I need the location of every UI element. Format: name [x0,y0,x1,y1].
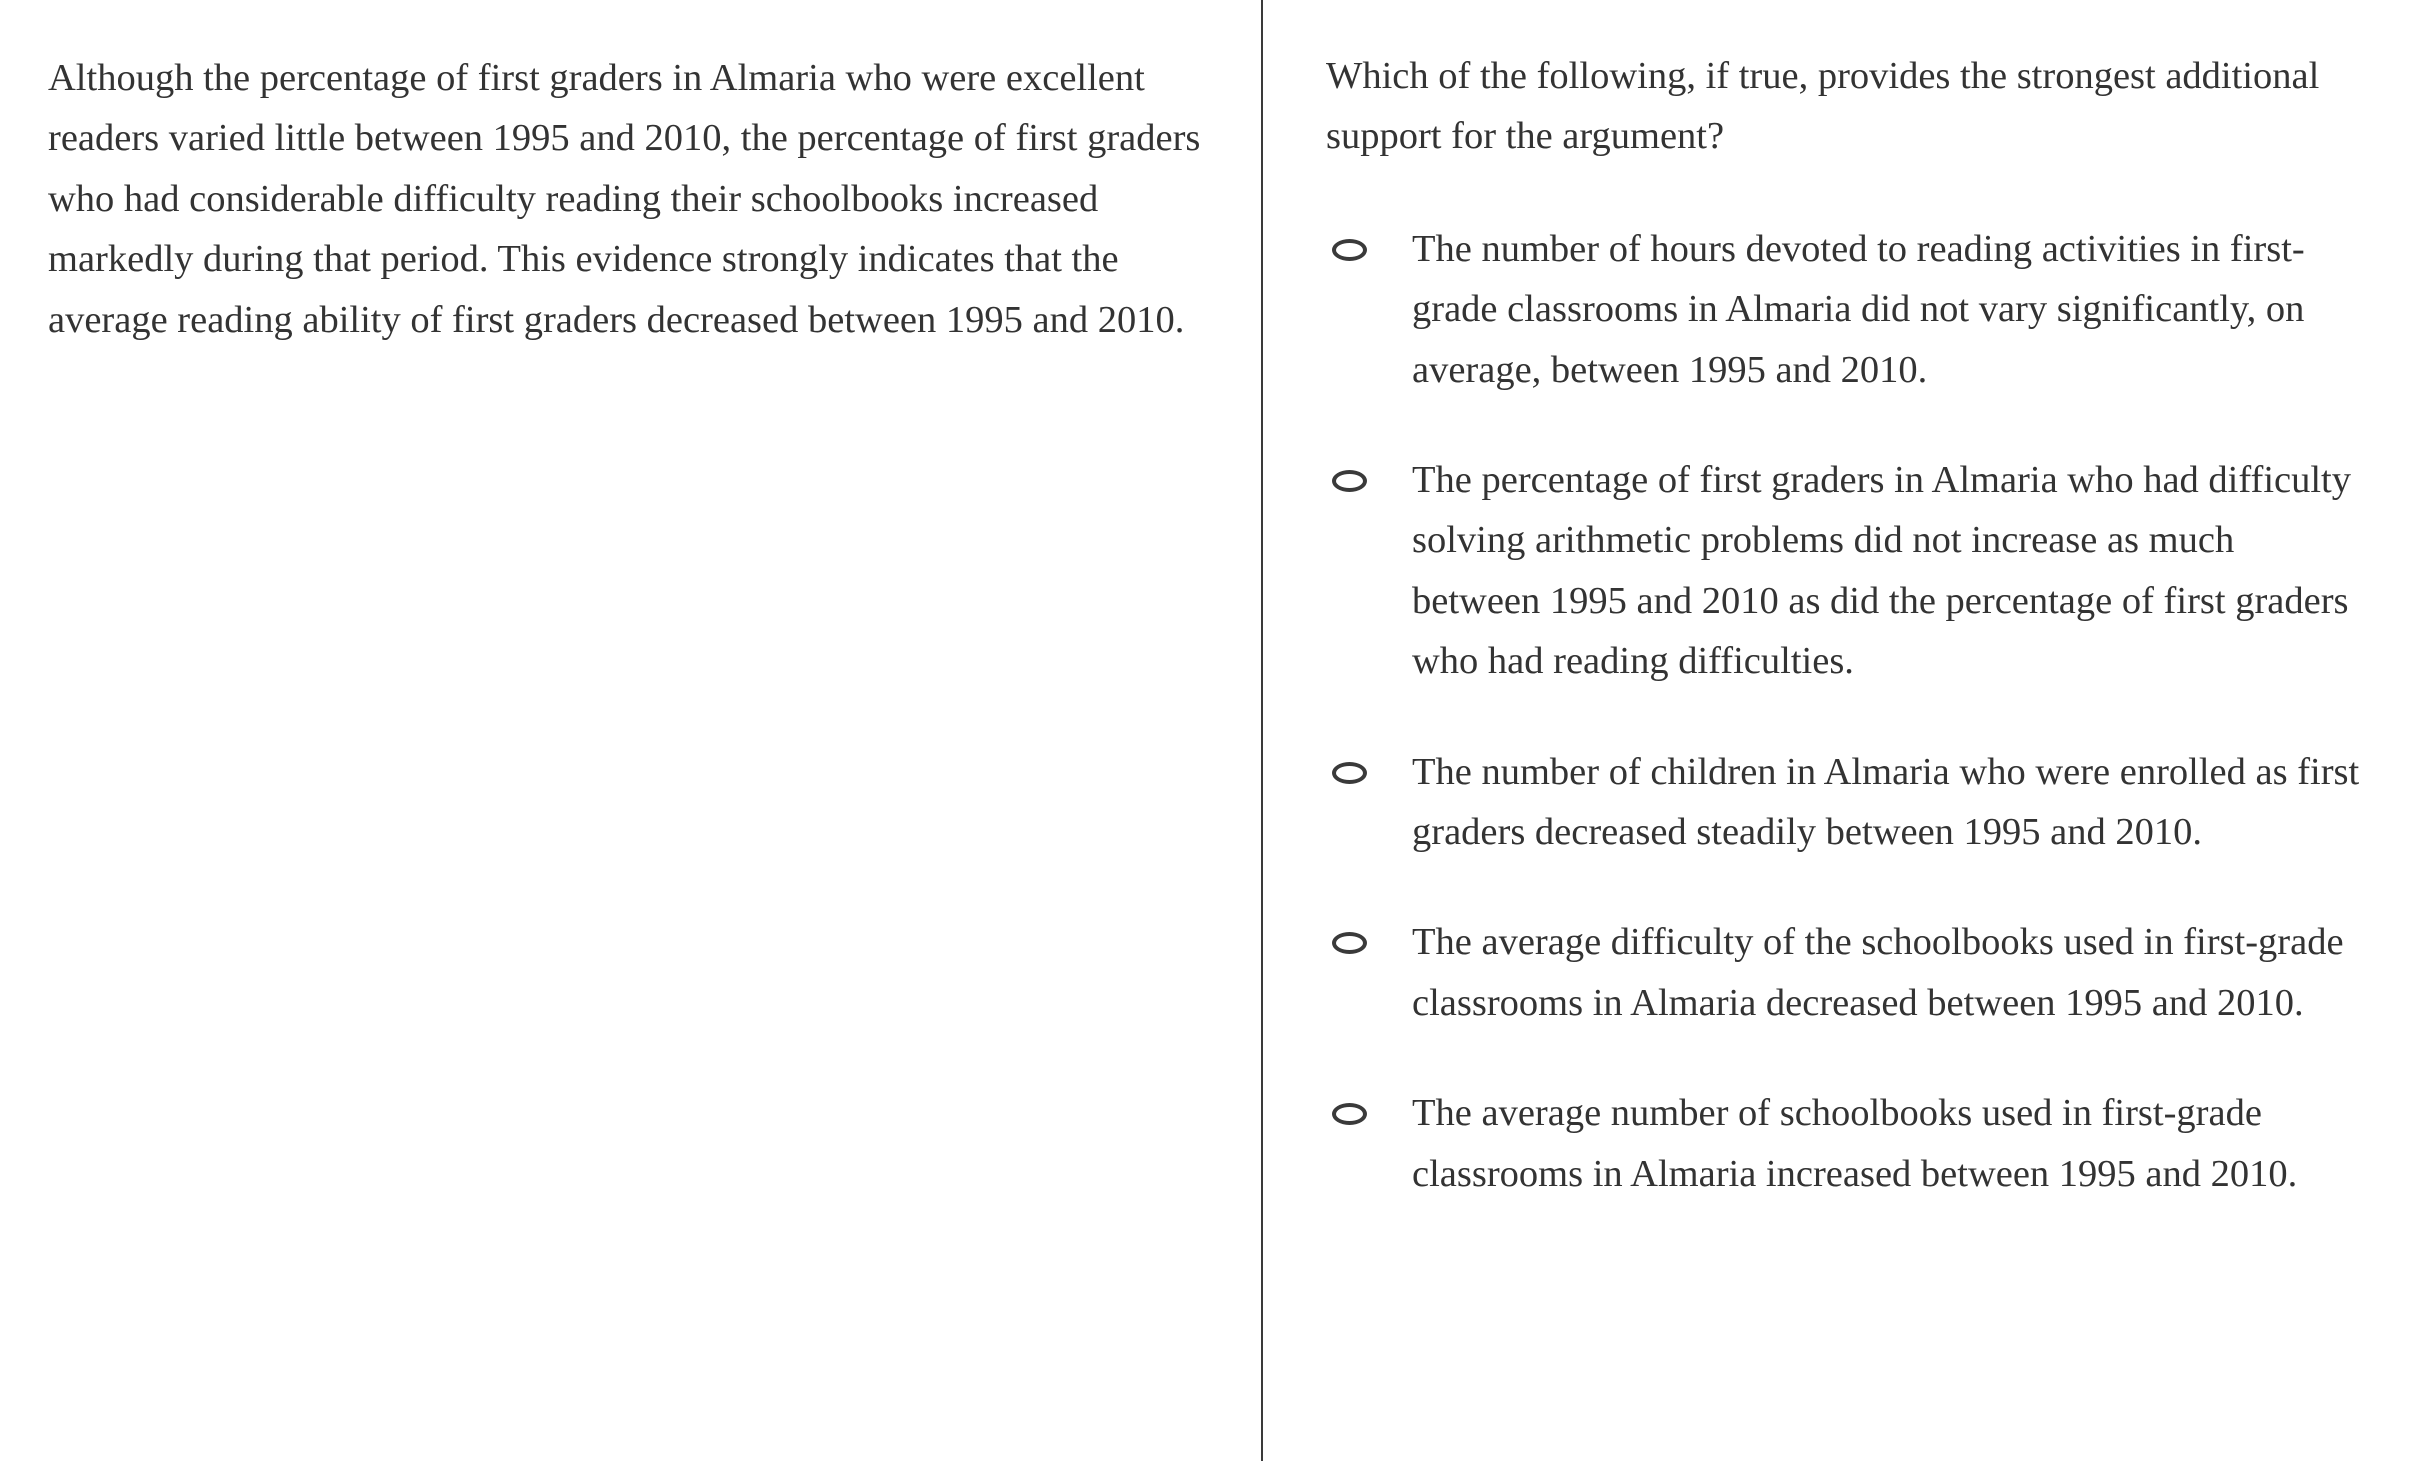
answer-option-b[interactable] [1326,450,2436,692]
radio-button-icon[interactable] [1332,762,1367,784]
passage-text: Although the percentage of first graders in Almaria who were excellent readers varied little between 1995 and 2010, the percentage of first graders who had considerable difficulty reading their schoolbooks increased markedly during that period. This evidence strongly indicates that the average reading ability of first graders decreased between 1995 and 2010. [48,57,1201,341]
radio-button-icon[interactable] [1332,470,1367,492]
answer-option-d[interactable] [1326,912,2436,1033]
radio-button-icon[interactable] [1332,1103,1367,1125]
answer-option-text: The average difficulty of the schoolbooks used in first-grade classrooms in Almaria decreased between 1995 and 2010. [1412,921,2344,1024]
answer-option-c[interactable] [1326,742,2436,863]
radio-button-icon[interactable] [1332,239,1367,261]
answer-option-a[interactable] [1326,219,2436,400]
answer-option-text: The number of hours devoted to reading activities in first-grade classrooms in Almaria did not vary significantly, on average, between 1995 and 2010. [1412,227,2305,391]
answer-option-e[interactable] [1326,1083,2436,1204]
answer-option-text: The percentage of first graders in Almaria who had difficulty solving arithmetic problems did not increase as much between 1995 and 2010 as did the percentage of first graders who had reading difficulties. [1412,459,2352,683]
radio-button-icon[interactable] [1332,932,1367,954]
answer-option-text: The average number of schoolbooks used in first-grade classrooms in Almaria increased between 1995 and 2010. [1412,1092,2298,1195]
answer-options [1326,219,2436,1204]
answer-option-text: The number of children in Almaria who were enrolled as first graders decreased steadily between 1995 and 2010. [1412,750,2360,854]
question-stem: Which of the following, if true, provides the strongest additional support for the argument? [1326,55,2320,158]
question-pane [1263,0,2436,1461]
